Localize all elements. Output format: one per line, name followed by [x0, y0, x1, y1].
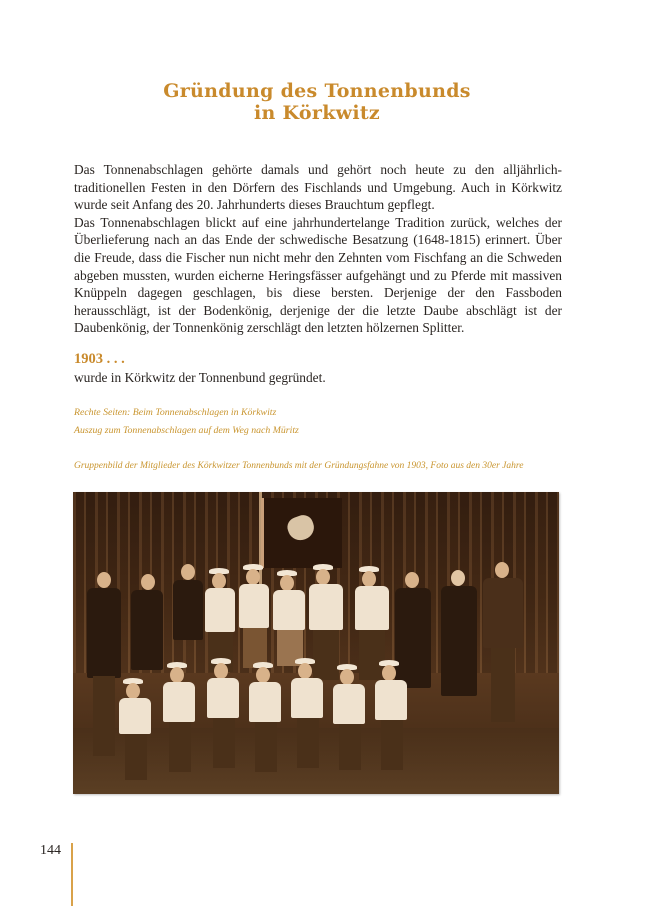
page-number: 144 — [40, 843, 61, 858]
group-photo — [73, 492, 559, 794]
title-line-2: in Körkwitz — [253, 102, 381, 124]
body-text — [74, 161, 562, 337]
caption-group-photo: Gruppenbild der Mitglieder des Körkwitzer Tonnenbunds mit der Gründungsfahne von 1903, Foto aus den 30er Jahre — [74, 461, 524, 471]
year-heading: 1903 . . . — [74, 351, 125, 367]
caption-right-pages: Rechte Seiten: Beim Tonnenabschlagen in Körkwitz — [74, 407, 277, 418]
year-text: wurde in Körkwitz der Tonnenbund gegründet. — [74, 370, 326, 385]
title-line-1: Gründung des Tonnenbunds — [163, 80, 471, 102]
paragraph-2: Das Tonnenabschlagen blickt auf eine jahrhundertelange Tradition zurück, welches der Überlieferung nach an das Ende der schwedische Besatzung (1648-1815) erinnert. Über die Freude, dass die Fischer nun nicht mehr den Zehnten vom Fischfang an die Schweden abgeben mussten, wurden eicherne Heringsfässer aufgehängt und zu Pferde mit massiven Knüppeln dagegen geschlagen, bis diese bersten. Derjenige der den Fassboden herausschlägt, ist der Bodenkönig, derjenige der die letzte Daube abschlägt ist der Daubenkönig, der Tonnenkönig zerschlägt den letzten hölzernen Splitter. — [74, 214, 562, 336]
founding-flag — [261, 498, 342, 568]
paragraph-1: Das Tonnenabschlagen gehörte damals und gehört noch heute zu den alljährlich-traditionellen Festen in den Dörfern des Fischlands und Umgebung. Auch in Körkwitz wurde seit Anfang des 20. Jahrhunderts dieses Brauchtum gepflegt. — [74, 162, 562, 213]
page-title — [0, 80, 634, 124]
page-margin-rule — [71, 843, 73, 906]
flag-emblem-icon — [285, 512, 318, 543]
caption-procession: Auszug zum Tonnenabschlagen auf dem Weg nach Müritz — [74, 425, 299, 436]
